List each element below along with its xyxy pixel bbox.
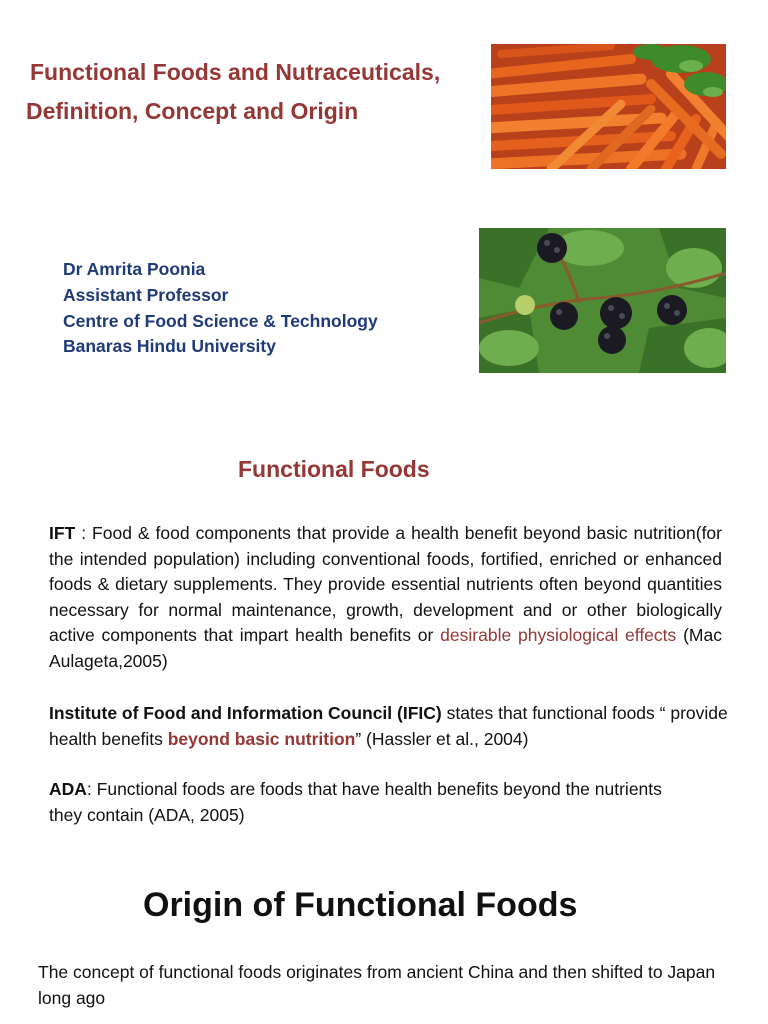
author-block bbox=[63, 257, 378, 360]
ada-definition bbox=[49, 777, 679, 828]
slide-title-line-2: Definition, Concept and Origin bbox=[26, 98, 359, 124]
author-position: Assistant Professor bbox=[63, 284, 229, 305]
author-name: Dr Amrita Poonia bbox=[63, 259, 206, 279]
slide-title-line-1: Functional Foods and Nutraceuticals, bbox=[30, 59, 441, 85]
ific-text-part1: states that functional foods “ provide health benefits bbox=[49, 703, 728, 749]
ift-text-part2: (Mac Aulageta,2005) bbox=[49, 625, 722, 671]
ific-text-part2: ” (Hassler et al., 2004) bbox=[355, 728, 529, 749]
ift-text-part1: : Food & food components that provide a health benefit beyond basic nutrition(for the intended population) including conventional foods, fortified, enriched or enhanced foods & dietary supplements. They provide essential nutrients often beyond quantities necessary for normal maintenance, growth, development and or other biologically active components that impart health benefits or bbox=[49, 523, 722, 646]
origin-text: The concept of functional foods originates from ancient China and then shifted to Japan long ago bbox=[38, 962, 716, 1008]
carrots-photo bbox=[491, 44, 726, 169]
ific-label: Institute of Food and Information Council (IFIC) bbox=[49, 703, 442, 723]
ada-text: : Functional foods are foods that have health benefits beyond the nutrients they contain (ADA, 2005) bbox=[49, 779, 662, 825]
ift-highlight: desirable physiological effects bbox=[440, 625, 677, 646]
ift-definition bbox=[49, 521, 722, 675]
blackberries-photo bbox=[479, 228, 726, 373]
origin-heading: Origin of Functional Foods bbox=[143, 886, 578, 924]
author-department: Centre of Food Science & Technology bbox=[63, 310, 378, 331]
ift-label: IFT bbox=[49, 523, 76, 543]
ific-definition bbox=[49, 701, 729, 752]
functional-foods-heading: Functional Foods bbox=[238, 456, 430, 482]
ada-label: ADA bbox=[49, 779, 87, 799]
ific-highlight: beyond basic nutrition bbox=[167, 728, 356, 749]
author-university: Banaras Hindu University bbox=[63, 336, 276, 357]
